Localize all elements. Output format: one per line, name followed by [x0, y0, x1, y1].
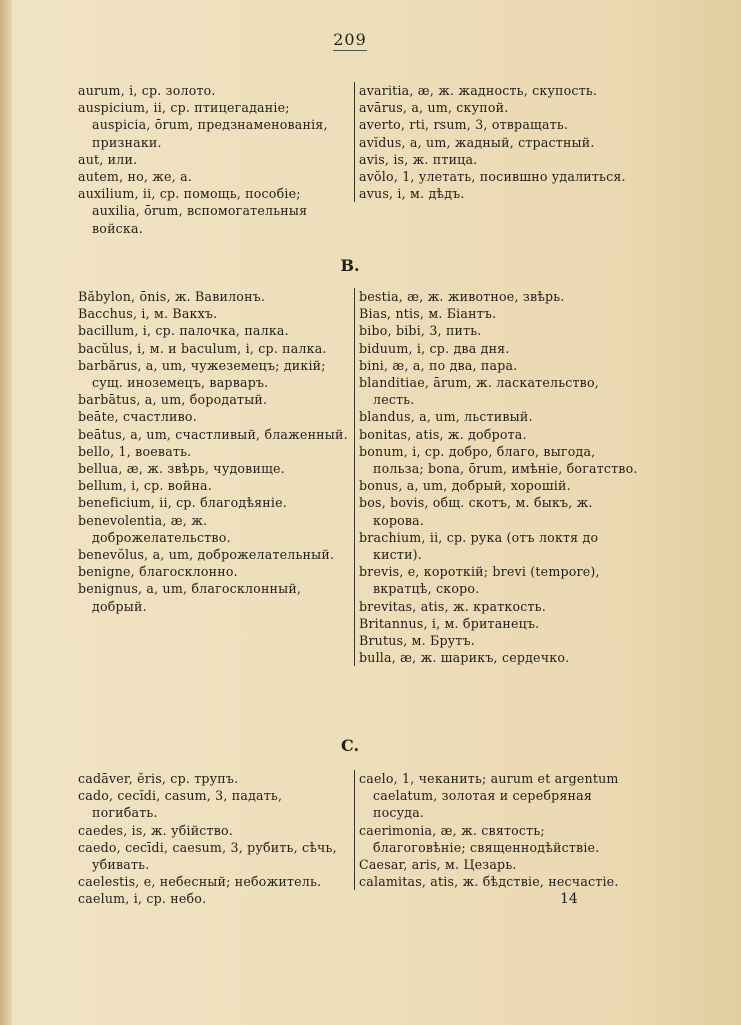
entry: avaritia, æ, ж. жадность, скупость.: [359, 83, 598, 98]
section-b-left-column: [78, 288, 348, 615]
entry: avus, i, м. дѣдъ.: [359, 186, 465, 202]
entry: benignus, a, um, благосклонный, добрый.: [78, 581, 302, 614]
page-number: 209: [333, 30, 367, 49]
section-c-right-column: [354, 770, 639, 890]
signature-mark: 14: [560, 891, 578, 907]
entry: benigne, благосклонно.: [78, 564, 238, 580]
entry: caelum, i, ср. небо.: [78, 891, 207, 907]
entry: bini, æ, a, по два, пара.: [359, 357, 518, 373]
entry: bacillum, i, ср. палочка, палка.: [78, 323, 289, 339]
entry: bestia, æ, ж. животное, звѣрь.: [359, 289, 565, 304]
entry: Brutus, м. Брутъ.: [359, 633, 475, 649]
entry: benevolentia, æ, ж. доброжелательство.: [78, 512, 231, 545]
entry: avārus, a, um, скупой.: [359, 100, 509, 116]
entry: cado, cecĭdi, casum, 3, падать, погибать.: [78, 788, 283, 821]
entry: caedo, cecīdi, caesum, 3, рубить, сѣчь, убивать.: [78, 839, 337, 873]
entry: bacŭlus, i, м. и baculum, i, ср. палка.: [78, 340, 327, 356]
entry: autem, но, же, а.: [78, 169, 193, 185]
entry: aurum, i, ср. золото.: [78, 83, 216, 98]
page-edge: [0, 0, 12, 1025]
section-b: [78, 288, 678, 708]
section-letter-c: C.: [340, 736, 360, 755]
section-a: [78, 82, 678, 242]
entry: Bacchus, i, м. Вакхъ.: [78, 306, 218, 322]
section-c: [78, 770, 678, 907]
entry: brachium, ii, ср. рука (отъ локтя до кисти).: [359, 529, 599, 563]
entry: Caesar, aris, м. Цезарь.: [359, 857, 517, 873]
section-a-left-column: [78, 82, 348, 237]
entry: bibo, bibi, 3, пить.: [359, 323, 482, 339]
entry: brevis, e, короткій; brevi (tempore), вкратцѣ, скоро.: [359, 564, 600, 597]
entry: bonus, a, um, добрый, хорошій.: [359, 478, 571, 494]
entry: bonum, i, ср. добро, благо, выгода, польза; bona, ōrum, имѣніе, богатство.: [359, 443, 638, 477]
entry: averto, rti, rsum, 3, отвращать.: [359, 117, 569, 133]
entry: beātus, a, um, счастливый, блаженный.: [78, 426, 348, 442]
section-letter-b: B.: [340, 256, 360, 275]
entry: caelo, 1, чеканить; aurum et argentum caelatum, золотая и серебряная посуда.: [359, 771, 619, 821]
entry: auspicium, ii, ср. птицегаданіе; auspicia, ōrum, предзнаменованія, признаки.: [78, 100, 328, 150]
entry: bulla, æ, ж. шарикъ, сердечко.: [359, 650, 570, 666]
entry: biduum, i, ср. два дня.: [359, 340, 510, 356]
entry: avĭdus, a, um, жадный, страстный.: [359, 134, 595, 150]
entry: caelestis, e, небесный; небожитель.: [78, 874, 322, 890]
section-c-left-column: [78, 770, 348, 908]
entry: barbărus, a, um, чужеземецъ; дикій; сущ. иноземецъ, варваръ.: [78, 357, 326, 391]
entry: avŏlo, 1, улетать, посившно удалиться.: [359, 169, 626, 185]
entry: benevŏlus, a, um, доброжелательный.: [78, 547, 335, 563]
entry: caedes, is, ж. убійство.: [78, 822, 233, 838]
entry: blandus, a, um, льстивый.: [359, 409, 533, 425]
entry: bello, 1, воевать.: [78, 443, 192, 459]
entry: caerimonia, æ, ж. святость; благоговѣніе; священнодѣйствіе.: [359, 822, 600, 855]
entry: beneficium, ii, ср. благодѣяніе.: [78, 495, 287, 511]
entry: avis, is, ж. птица.: [359, 151, 478, 167]
entry: auxilium, ii, ср. помощь, пособіе; auxilia, ōrum, вспомогательныя войска.: [78, 186, 308, 236]
entry: bellum, i, ср. война.: [78, 478, 212, 494]
entry: blanditiae, ārum, ж. ласкательство, лесть.: [359, 375, 599, 408]
entry: Bias, ntis, м. Біантъ.: [359, 306, 497, 322]
entry: calamitas, atis, ж. бѣдствіе, несчастіе.: [359, 874, 619, 890]
entry: brevitas, atis, ж. краткость.: [359, 598, 546, 614]
entry: cadāver, ĕris, ср. трупъ.: [78, 771, 239, 786]
section-b-right-column: [354, 288, 639, 666]
entry: Britannus, i, м. британецъ.: [359, 615, 540, 631]
entry: Băbylon, ōnis, ж. Вавилонъ.: [78, 289, 266, 304]
entry: bonitas, atis, ж. доброта.: [359, 426, 527, 442]
entry: bellua, æ, ж. звѣрь, чудовище.: [78, 461, 285, 477]
page-number-rule: [333, 50, 367, 51]
section-a-right-column: [354, 82, 639, 202]
entry: beāte, счастливо.: [78, 409, 197, 425]
entry: bos, bovis, общ. скотъ, м. быкъ, ж. корова.: [359, 495, 593, 528]
entry: barbātus, a, um, бородатый.: [78, 392, 268, 408]
entry: aut, или.: [78, 151, 138, 167]
